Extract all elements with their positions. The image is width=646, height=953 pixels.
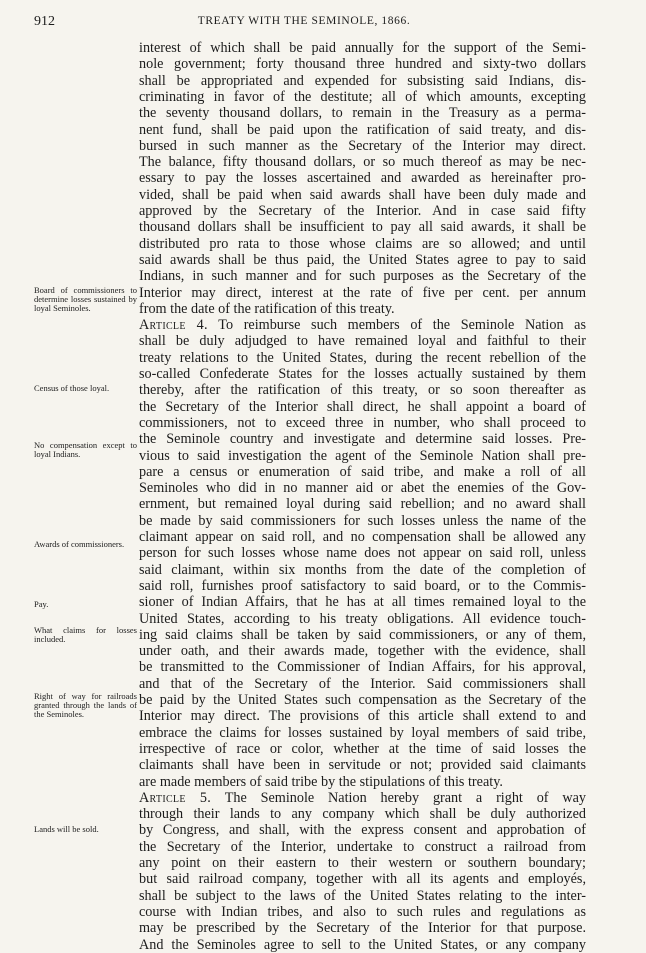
text-line: nole government; forty thousand three hundred and sixty-two dollars (139, 56, 586, 73)
article-4-first-line: Article 4. To reimburse such members of the Seminole Nation as (139, 317, 587, 334)
text-line: claimants shall have been in servitude or not; provided said claimants (139, 757, 586, 774)
page-header (34, 14, 574, 34)
text-line: from the date of the ratification of this treaty. (139, 300, 395, 317)
text-line: are made members of said tribe by the stipulations of this treaty. (139, 773, 503, 790)
text-line: pare a census or enumeration of said tribe, and make a roll of all (139, 463, 586, 480)
text-line: the Secretary of the Interior, undertake to construct a railroad from (139, 838, 586, 855)
text-line: approved by the Secretary of the Interior. And in case said fifty (139, 203, 586, 219)
text-line: be paid by the United States such compensation as the Secretary of the (139, 692, 586, 708)
text-line: claimant appear on said roll, and no compensation shall be allowed any (139, 529, 586, 545)
text-line: said awards shall be thus paid, the United States agree to pay to said (139, 251, 586, 268)
text-line: irrespective of race or color, whether at the time of said losses the (139, 740, 586, 757)
text-line: Interior may direct, interest at the rate of five per cent. per annum (139, 284, 586, 301)
text-line: and that of the Secretary of the Interior. Said commissioners shall (139, 675, 586, 692)
text-line: thereby, after the ratification of this treaty, or so soon thereafter as (139, 382, 586, 399)
text-line: shall be subject to the laws of the United States relating to the inter- (139, 887, 586, 904)
sidenote-no-compensation: No compensation except to loyal Indians. (34, 440, 137, 459)
text-line: interest of which shall be paid annually for the support of the Semi- (139, 40, 586, 56)
text-line: the seventy thousand dollars, to remain in the Treasury as a perma- (139, 105, 586, 122)
text-line: said claimant, within six months from the date of the completion of (139, 561, 586, 578)
text-line: shall be duly adjudged to have remained loyal and faithful to their (139, 333, 586, 350)
text-line: be transmitted to the Commissioner of Indian Affairs, for his approval, (139, 659, 586, 676)
text-line: distributed pro rata to those whose claims are so allowed; and until (139, 235, 586, 252)
text-line: ing said claims shall be taken by said commissioners, or any of them, (139, 626, 586, 643)
text-line: shall be appropriated and expended for subsisting said Indians, dis- (139, 72, 586, 89)
article-5-first-line: Article 5. The Seminole Nation hereby grant a right of way (139, 789, 587, 806)
text-line: through their lands to any company which shall be duly authorized (139, 806, 586, 823)
text-line: essary to pay the losses ascertained and awarded as hereinafter pro- (139, 170, 586, 187)
sidenote-right-of-way: Right of way for railroads granted through the lands of the Seminoles. (34, 691, 137, 719)
text-line: vided, shall be paid when said awards shall have been duly made and (139, 186, 586, 203)
sidenote-awards: Awards of commissioners. (34, 539, 125, 549)
text-line: may be prescribed by the Secretary of the Interior for that purpose. (139, 920, 586, 937)
sidenote-census: Census of those loyal. (34, 383, 110, 393)
text-line: criminating in favor of the destitute; all of which amounts, excepting (139, 88, 586, 105)
text-line: any point on their eastern to their western or southern boundary; (139, 855, 586, 871)
text-line: the Seminole country and investigate and determine said losses. Pre- (139, 431, 586, 448)
text-line: person for such losses whose name does not appear on said roll, unless (139, 545, 586, 562)
text-line: under oath, and their awards made, together with the evidence, shall (139, 643, 586, 660)
text-line: course with Indian tribes, and also to such rules and regulations as (139, 903, 586, 920)
text-line: commissioners, not to exceed three in number, who shall proceed to (139, 414, 586, 431)
text-line: United States, according to his treaty obligations. All evidence touch- (139, 610, 586, 627)
text-line: And the Seminoles agree to sell to the United States, or any company (139, 936, 586, 953)
text-line: treaty relations to the United States, during the recent rebellion of the (139, 349, 586, 366)
sidenote-board-of-commissioners: Board of commissioners to determine losses sustained by loyal Seminoles. (34, 285, 137, 313)
text-line: vious to said investigation the agent of the Seminole Nation shall pre- (139, 447, 586, 464)
text-line: ernment, but remained loyal during said rebellion; and no award shall (139, 496, 586, 513)
text-line: Indians, in such manner and for such purposes as the Secretary of the (139, 268, 586, 285)
text-line: Seminoles who did in no manner aid or abet the enemies of the Gov- (139, 480, 586, 497)
text-line: so-called Confederate States for the losses actually sustained by them (139, 366, 586, 382)
text-line: by Congress, and shall, with the express consent and approbation of (139, 822, 586, 839)
sidenote-claims-included: What claims for losses included. (34, 625, 137, 644)
text-line: thousand dollars shall be insufficient to pay all said awards, it shall be (139, 219, 586, 236)
sidenote-pay: Pay. (34, 599, 49, 609)
text-line: nent fund, shall be paid upon the ratification of said treaty, and dis- (139, 121, 586, 138)
text-line: said roll, furnishes proof satisfactory to said board, or to the Commis- (139, 577, 586, 594)
article-4-label: Article 4. (139, 317, 208, 334)
article-5-label: Article 5. (139, 789, 212, 806)
text-line: but said railroad company, together with all its agents and employés, (139, 871, 586, 888)
text-line: Interior may direct. The provisions of this article shall extend to and (139, 708, 586, 725)
text-line: sioner of Indian Affairs, that he has at all times remained loyal to the (139, 594, 586, 611)
sidenote-lands-sold: Lands will be sold. (34, 824, 99, 834)
text-line: The balance, fifty thousand dollars, or so much thereof as may be nec- (139, 154, 586, 171)
running-head: TREATY WITH THE SEMINOLE, 1866. (197, 15, 411, 27)
text-line: bursed in such manner as the Secretary of the Interior may direct. (139, 137, 586, 154)
text-line: embrace the claims for losses sustained by loyal members of said tribe, (139, 724, 586, 741)
text-line: be made by said commissioners for such losses unless the name of the (139, 512, 586, 529)
text-line: the Secretary of the Interior shall direct, he shall appoint a board of (139, 398, 586, 415)
page-number: 912 (34, 14, 55, 29)
